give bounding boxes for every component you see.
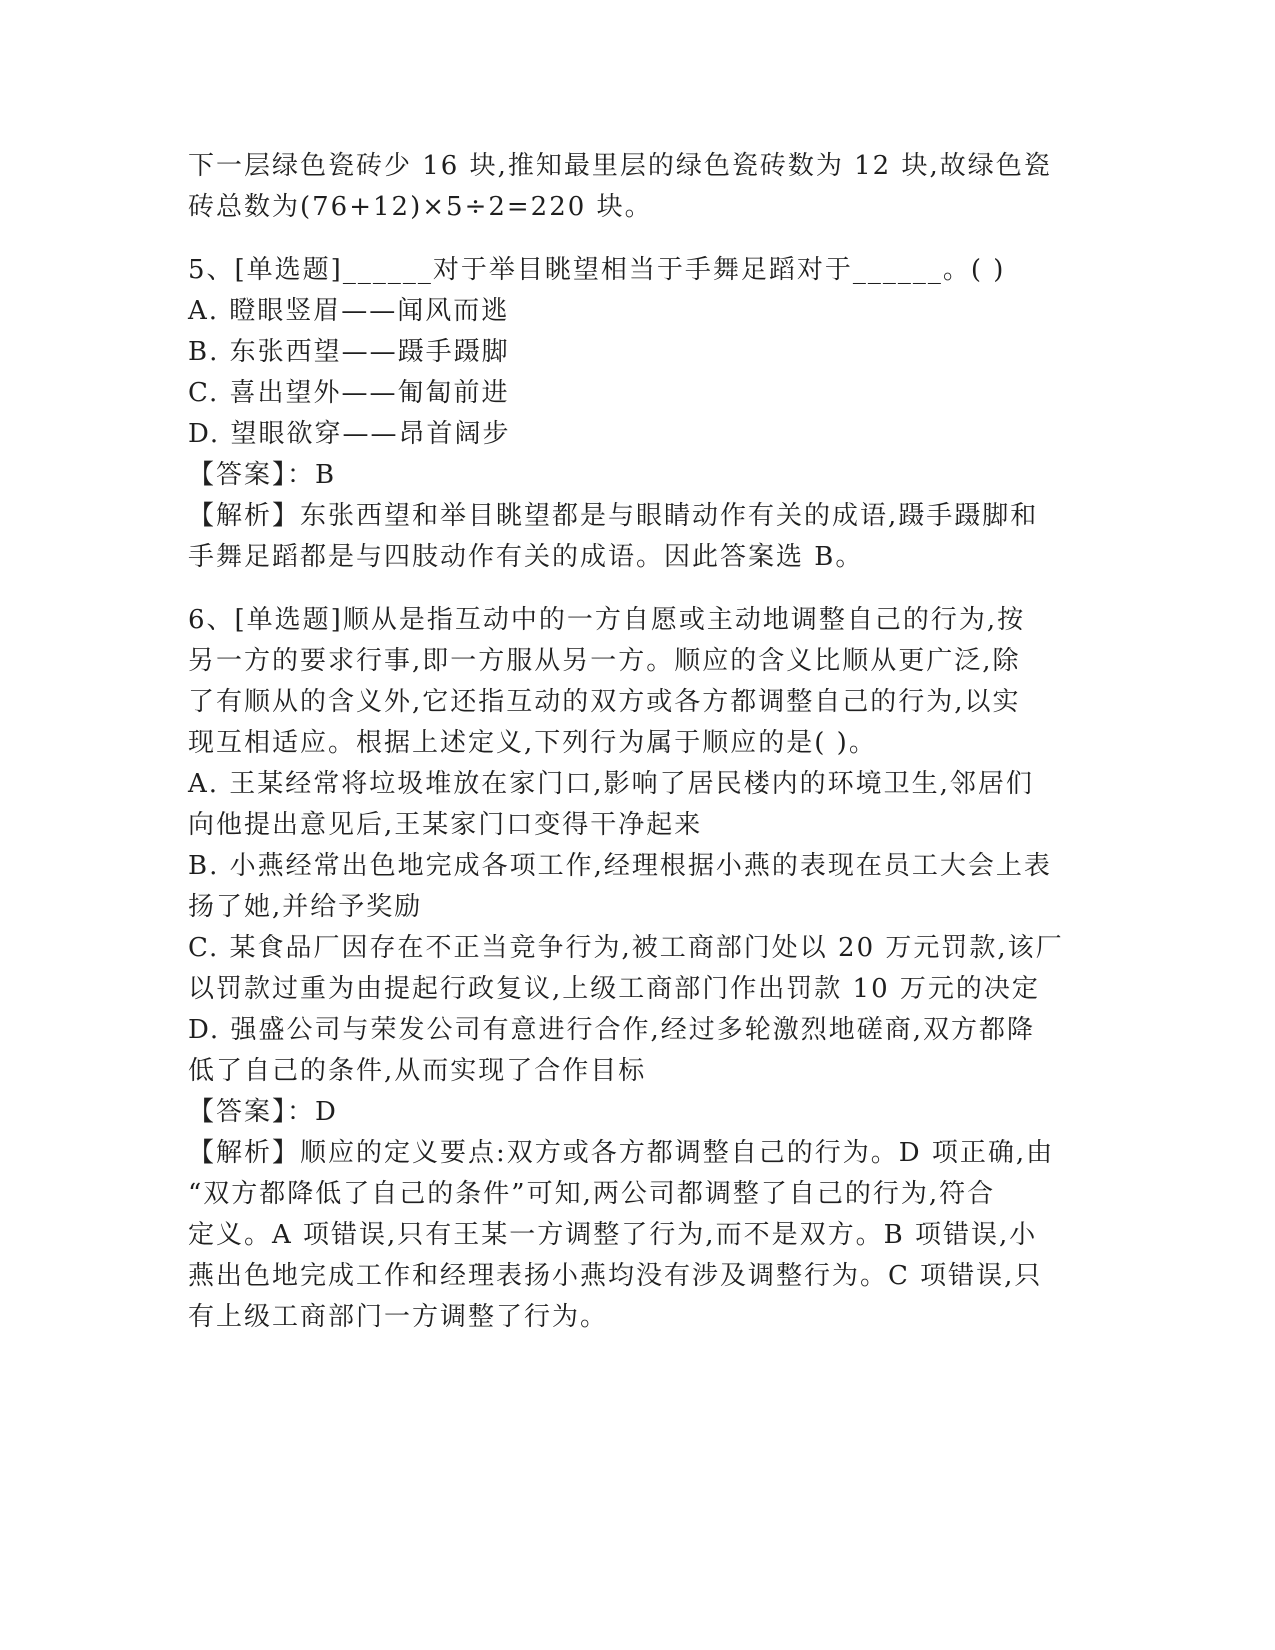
explanation-line: 有上级工商部门一方调整了行为。 — [188, 1302, 609, 1332]
option-d: D. 强盛公司与荣发公司有意进行合作,经过多轮激烈地磋商,双方都降 — [188, 1015, 1035, 1045]
explanation-line: 定义。A 项错误,只有王某一方调整了行为,而不是双方。B 项错误,小 — [188, 1220, 1038, 1250]
option-c: C. 某食品厂因存在不正当竞争行为,被工商部门处以 20 万元罚款,该厂 — [188, 933, 1064, 963]
question-stem-line: 现互相适应。根据上述定义,下列行为属于顺应的是( )。 — [188, 728, 877, 758]
explanation-line: 【解析】东张西望和举目眺望都是与眼睛动作有关的成语,蹑手蹑脚和 — [188, 501, 1039, 531]
question-6 — [188, 600, 1088, 1338]
question-stem: 5、[单选题]______对于举目眺望相当于手舞足蹈对于______。( ) — [188, 255, 1006, 285]
option-d: D. 望眼欲穿——昂首阔步 — [188, 419, 511, 449]
explanation-line: “双方都降低了自己的条件”可知,两公司都调整了自己的行为,符合 — [188, 1179, 996, 1209]
question-5 — [188, 250, 1088, 578]
document-body — [188, 146, 1088, 1338]
paragraph-gap — [188, 228, 1088, 250]
explanation-line: 燕出色地完成工作和经理表扬小燕均没有涉及调整行为。C 项错误,只 — [188, 1261, 1043, 1291]
explanation-line: 【解析】顺应的定义要点:双方或各方都调整自己的行为。D 项正确,由 — [188, 1138, 1055, 1168]
option-c-continued: 以罚款过重为由提起行政复议,上级工商部门作出罚款 10 万元的决定 — [188, 974, 1040, 1004]
answer-line: 【答案】：D — [188, 1097, 338, 1127]
text-line: 下一层绿色瓷砖少 16 块,推知最里层的绿色瓷砖数为 12 块,故绿色瓷 — [188, 151, 1052, 181]
option-d-continued: 低了自己的条件,从而实现了合作目标 — [188, 1056, 647, 1086]
question-stem-line: 6、[单选题]顺从是指互动中的一方自愿或主动地调整自己的行为,按 — [188, 605, 1026, 635]
previous-explanation-continuation — [188, 146, 1088, 228]
option-a-continued: 向他提出意见后,王某家门口变得干净起来 — [188, 810, 703, 840]
answer-line: 【答案】：B — [188, 460, 337, 490]
option-b: B. 东张西望——蹑手蹑脚 — [188, 337, 510, 367]
text-line: 砖总数为(76+12)×5÷2=220 块。 — [188, 192, 653, 222]
option-b-continued: 扬了她,并给予奖励 — [188, 892, 423, 922]
explanation-line: 手舞足蹈都是与四肢动作有关的成语。因此答案选 B。 — [188, 542, 864, 572]
paragraph-gap — [188, 578, 1088, 600]
question-stem-line: 另一方的要求行事,即一方服从另一方。顺应的含义比顺从更广泛,除 — [188, 646, 1021, 676]
question-stem-line: 了有顺从的含义外,它还指互动的双方或各方都调整自己的行为,以实 — [188, 687, 1021, 717]
option-a: A. 瞪眼竖眉——闻风而逃 — [188, 296, 510, 326]
option-b: B. 小燕经常出色地完成各项工作,经理根据小燕的表现在员工大会上表 — [188, 851, 1052, 881]
option-a: A. 王某经常将垃圾堆放在家门口,影响了居民楼内的环境卫生,邻居们 — [188, 769, 1034, 799]
option-c: C. 喜出望外——匍匐前进 — [188, 378, 510, 408]
